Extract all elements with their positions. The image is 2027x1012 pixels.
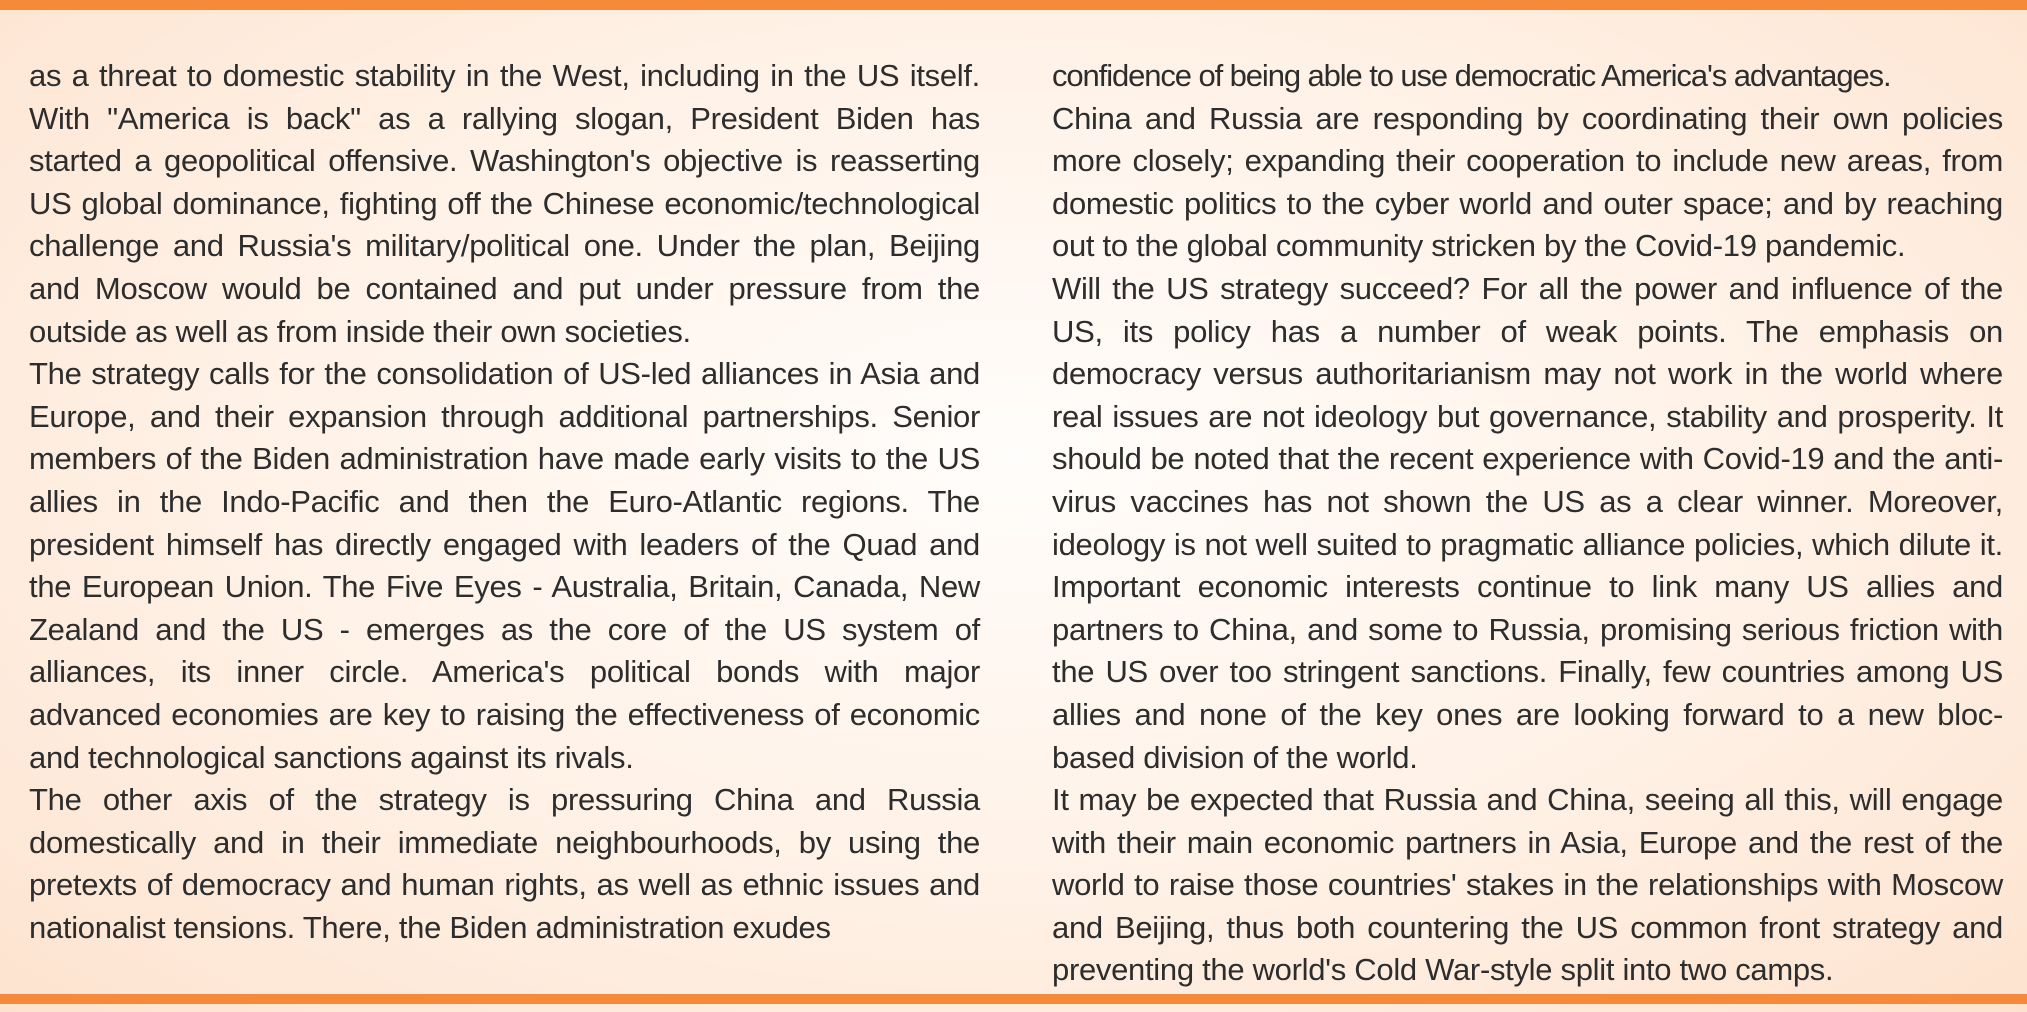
paragraph: Will the US strategy succeed? For all the power and influence of the US, its policy has a number of weak points. The emphasis on democracy versus authoritarianism may not work in the world where real issues are not ideology but governance, stability and prosperity. It should be noted that the recent experience with Covid-19 and the anti-virus vaccines has not shown the US as a clear winner. Moreover, ideology is not well suited to pragmatic alliance policies, which dilute it. Important economic interests continue to link many US allies and partners to China, and some to Russia, promising serious friction with the US over too stringent sanctions. Finally, few countries among US allies and none of the key ones are looking forward to a new bloc-based division of the world.	[1052, 270, 2003, 775]
article-left-column	[29, 55, 980, 949]
paragraph: The other axis of the strategy is pressuring China and Russia domestically and in their immediate neighbourhoods, by using the pretexts of democracy and human rights, as well as ethnic issues and nationalist tensions. There, the Biden administration exudes	[29, 782, 980, 945]
paragraph: It may be expected that Russia and China, seeing all this, will engage with their main economic partners in Asia, Europe and the rest of the world to raise those countries' stakes in the relationships with Moscow and Beijing, thus both countering the US common front strategy and preventing the world's Cold War-style split into two camps.	[1052, 782, 2003, 988]
article-right-column	[1052, 55, 2003, 992]
top-accent-bar	[0, 0, 2027, 10]
paragraph: China and Russia are responding by coordinating their own policies more closely; expanding their cooperation to include new areas, from domestic politics to the cyber world and outer space; and by reaching out to the global community stricken by the Covid-19 pandemic.	[1052, 100, 2003, 264]
paragraph: The strategy calls for the consolidation of US-led alliances in Asia and Europe, and their expansion through additional partnerships. Senior members of the Biden administration have made early visits to the US allies in the Indo-Pacific and then the Euro-Atlantic regions. The president himself has directly engaged with leaders of the Quad and the European Union. The Five Eyes - Australia, Britain, Canada, New Zealand and the US - emerges as the core of the US system of alliances, its inner circle. America's political bonds with major advanced economies are key to raising the effectiveness of economic and technological sanctions against its rivals.	[29, 356, 980, 775]
paragraph: as a threat to domestic stability in the West, including in the US itself. With "America is back" as a rallying slogan, President Biden has started a geopolitical offensive. Washington's objective is reasserting US global dominance, fighting off the Chinese economic/technological challenge and Russia's military/political one. Under the plan, Beijing and Moscow would be contained and put under pressure from the outside as well as from inside their own societies.	[29, 58, 980, 349]
bottom-accent-bar	[0, 994, 2027, 1004]
paragraph: confidence of being able to use democratic America's advantages.	[1052, 58, 1891, 93]
